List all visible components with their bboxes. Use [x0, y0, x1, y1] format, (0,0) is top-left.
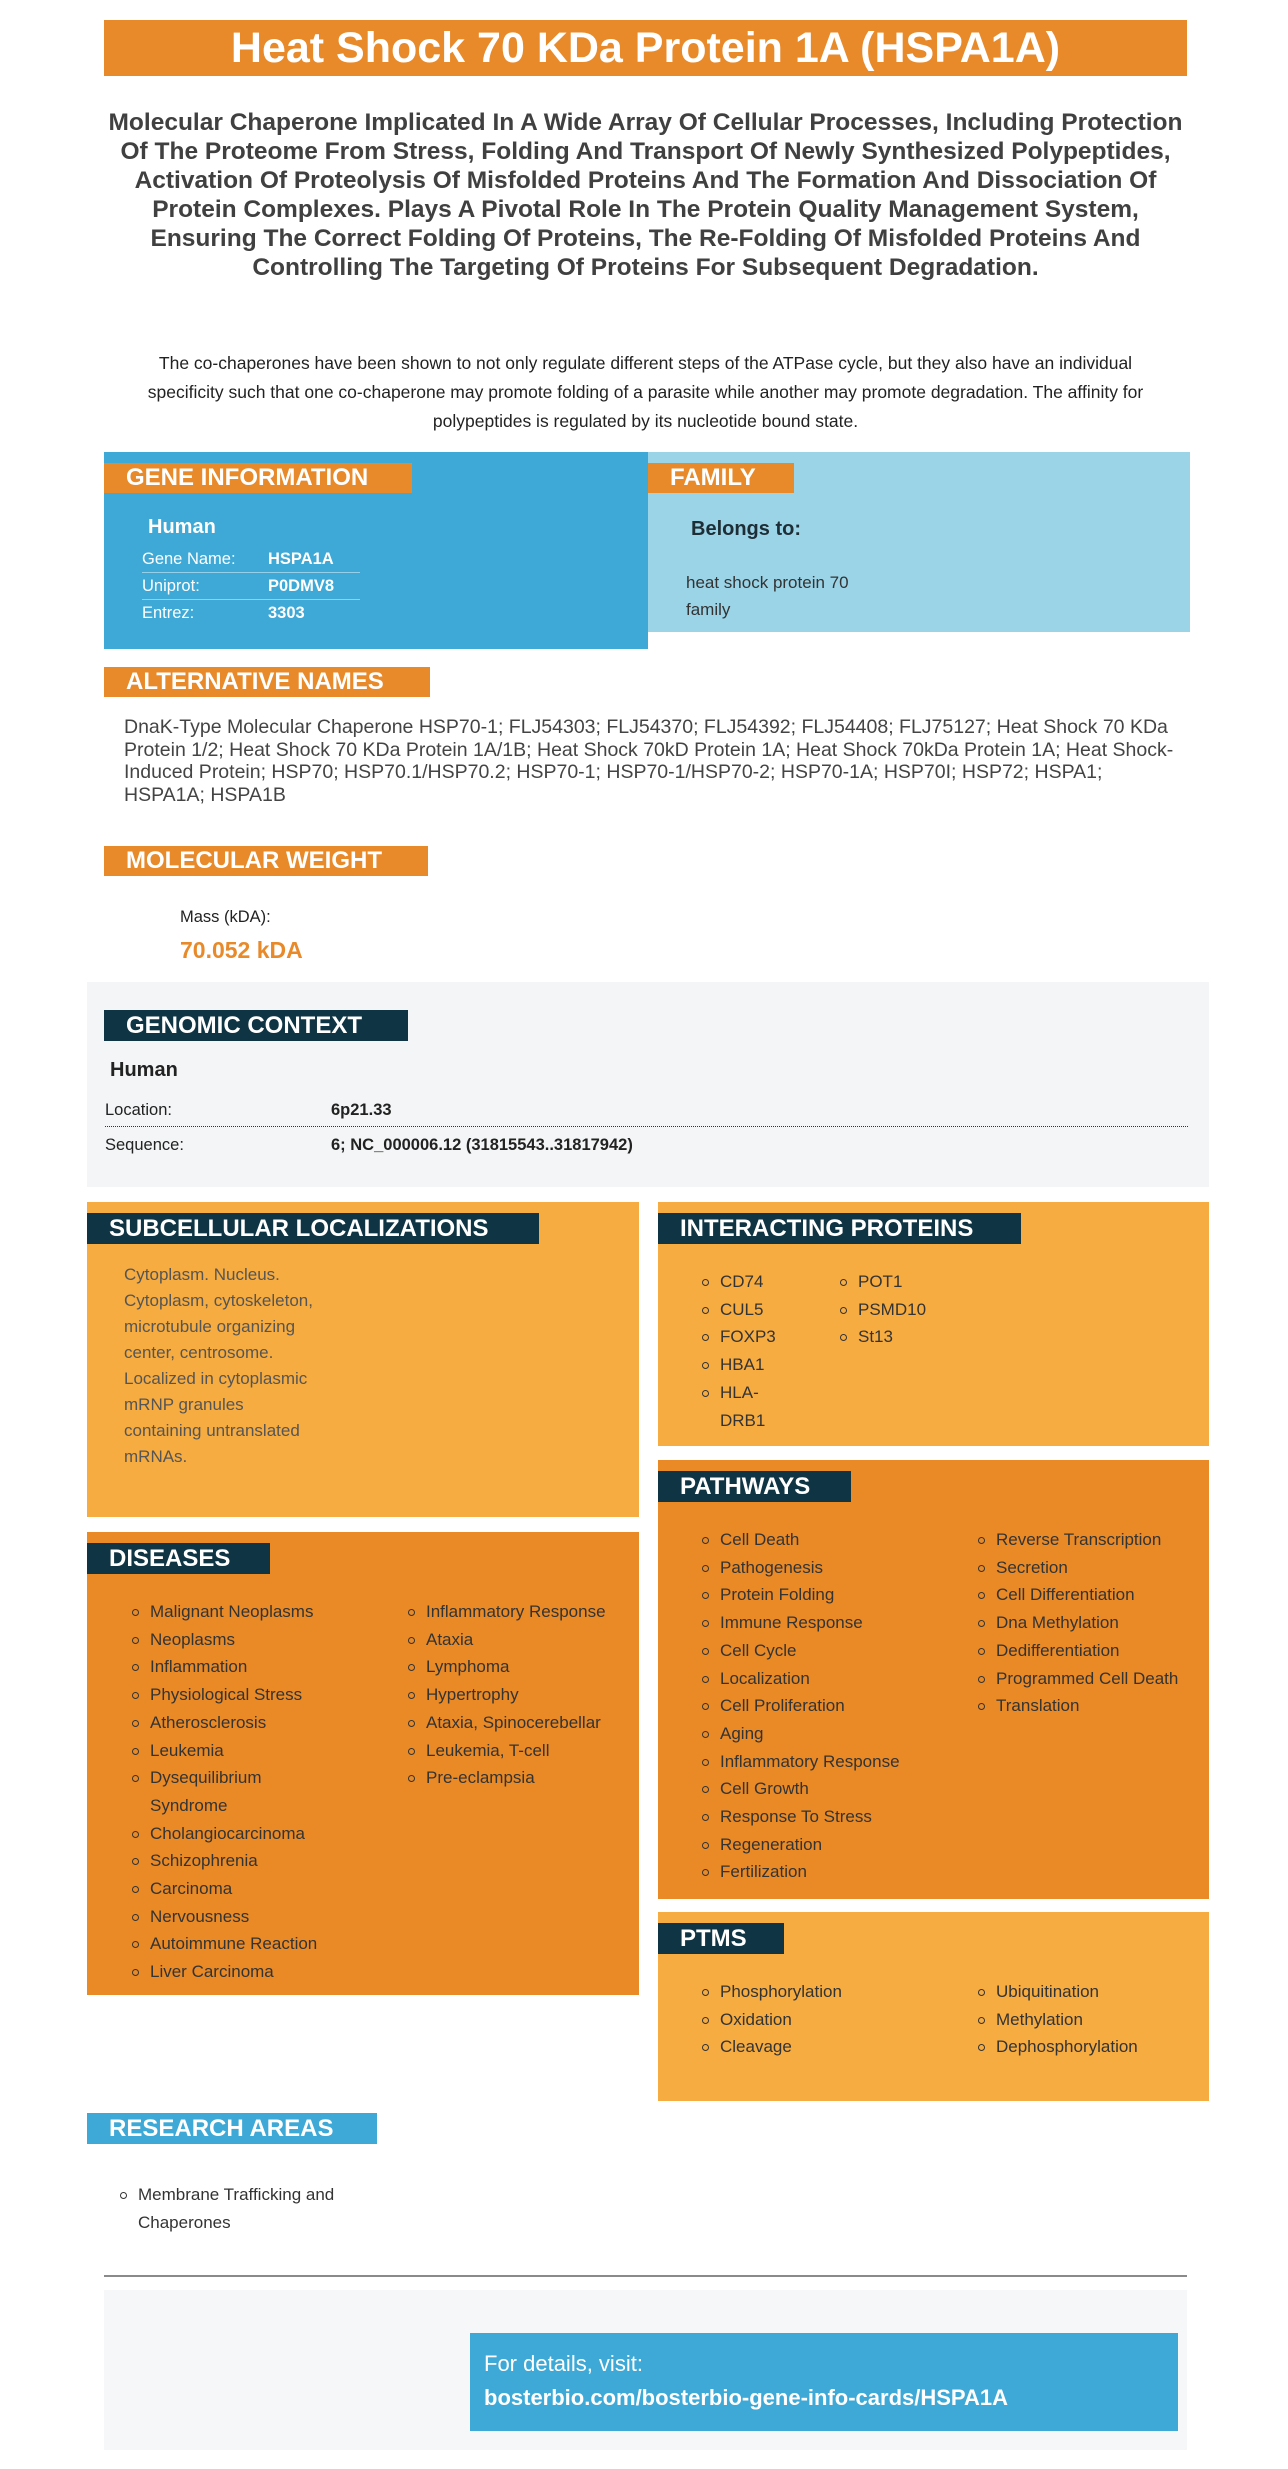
entrez-row — [142, 600, 360, 627]
details-link[interactable]: bosterbio.com/bosterbio-gene-info-cards/HSPA1A — [484, 2385, 1008, 2410]
gene-name-value: HSPA1A — [268, 550, 334, 568]
list-item: Leukemia — [130, 1737, 340, 1765]
interacting-list-col1 — [700, 1268, 820, 1434]
footer-divider — [104, 2275, 1187, 2277]
list-item: Dysequilibrium Syndrome — [130, 1764, 280, 1819]
ptms-list-col1 — [700, 1978, 950, 2061]
gene-species: Human — [148, 516, 216, 538]
list-item: Fertilization — [700, 1858, 950, 1886]
family-heading: FAMILY — [648, 463, 794, 493]
family-value — [686, 569, 849, 623]
molecular-weight-heading: MOLECULAR WEIGHT — [104, 846, 428, 876]
list-item: FOXP3 — [700, 1323, 820, 1351]
gene-name-label: Gene Name: — [142, 550, 236, 568]
list-item: Cholangiocarcinoma — [130, 1820, 340, 1848]
subcellular-line: mRNAs. — [124, 1447, 188, 1466]
list-item: Pre-eclampsia — [406, 1764, 631, 1792]
uniprot-row — [142, 573, 360, 600]
alternative-names-heading: ALTERNATIVE NAMES — [104, 667, 430, 697]
list-item: Lymphoma — [406, 1653, 631, 1681]
subcellular-line: containing untranslated — [124, 1421, 300, 1440]
interacting-list-col2 — [838, 1268, 988, 1351]
subcellular-line: mRNP granules — [124, 1395, 244, 1414]
subcellular-line: microtubule organizing — [124, 1317, 296, 1336]
mass-value: 70.052 kDA — [180, 937, 303, 963]
list-item: Hypertrophy — [406, 1681, 631, 1709]
list-item: Inflammation — [130, 1653, 340, 1681]
list-item: Pathogenesis — [700, 1554, 950, 1582]
list-item: Autoimmune Reaction — [130, 1930, 340, 1958]
ptms-panel — [658, 1912, 1209, 2101]
subcellular-line: Cytoplasm. Nucleus. — [124, 1265, 280, 1284]
research-areas-heading: RESEARCH AREAS — [87, 2113, 377, 2144]
sequence-value: 6; NC_000006.12 (31815543..31817942) — [331, 1136, 633, 1154]
list-item: Localization — [700, 1665, 950, 1693]
pathways-panel — [658, 1460, 1209, 1899]
pathways-heading: PATHWAYS — [658, 1471, 851, 1502]
subcellular-heading: SUBCELLULAR LOCALIZATIONS — [87, 1213, 539, 1244]
family-value-line: heat shock protein 70 — [686, 573, 849, 592]
genomic-species: Human — [110, 1059, 178, 1081]
genomic-context-panel — [87, 982, 1209, 1187]
list-item: Inflammatory Response — [406, 1598, 631, 1626]
list-item: Cell Cycle — [700, 1637, 950, 1665]
list-item: Methylation — [976, 2006, 1201, 2034]
list-item: Aging — [700, 1720, 950, 1748]
family-belongs-label: Belongs to: — [691, 518, 801, 540]
subcellular-text — [124, 1262, 313, 1470]
details-callout — [470, 2333, 1178, 2431]
subcellular-line: center, centrosome. — [124, 1343, 274, 1362]
research-areas-list — [118, 2181, 378, 2236]
research-area-line: Membrane Trafficking and — [138, 2185, 335, 2204]
gene-name-row — [142, 546, 360, 573]
entrez-value: 3303 — [268, 604, 305, 622]
interacting-proteins-heading: INTERACTING PROTEINS — [658, 1213, 1021, 1244]
diseases-list-col2 — [406, 1598, 631, 1792]
protein-description: The co-chaperones have been shown to not only regulate different steps of the ATPase cycle, but they also have an individual specificity such that one co-chaperone may promote folding of a parasite while another may promote degradation. The affinity for polypeptides is regulated by its nucleotide bound state. — [147, 353, 1144, 431]
list-item: Carcinoma — [130, 1875, 340, 1903]
protein-summary: Molecular Chaperone Implicated In A Wide Array Of Cellular Processes, Including Protection Of The Proteome From Stress, Folding And Transport Of Newly Synthesized Polypeptides, Activation Of Proteolysis Of Misfolded Proteins And The Formation And Dissociation Of Protein Complexes. Plays A Pivotal Role In The Protein Quality Management System, Ensuring The Correct Folding Of Proteins, The Re-Folding Of Misfolded Proteins And Controlling The Targeting Of Proteins For Subsequent Degradation. — [108, 109, 1183, 281]
list-item: Cleavage — [700, 2033, 950, 2061]
research-area-line: Chaperones — [138, 2212, 231, 2232]
list-item: Inflammatory Response — [700, 1748, 950, 1776]
list-item: Dna Methylation — [976, 1609, 1201, 1637]
entrez-label: Entrez: — [142, 604, 195, 622]
list-item: Cell Growth — [700, 1775, 950, 1803]
list-item: Response To Stress — [700, 1803, 950, 1831]
alternative-names-text: DnaK-Type Molecular Chaperone HSP70-1; FLJ54303; FLJ54370; FLJ54392; FLJ54408; FLJ75127; Heat Shock 70 KDa Protein 1/2; Heat Shock 70 KDa Protein 1A/1B; Heat Shock 70kD Protein 1A; Heat Shock 70kDa Protein 1A; Heat Shock-Induced Protein; HSP70; HSP70.1/HSP70.2; HSP70-1; HSP70-1/HSP70-2; HSP70-1A; HSP70I; HSP72; HSPA1; HSPA1A; HSPA1B — [124, 716, 1174, 806]
list-item: Dedifferentiation — [976, 1637, 1201, 1665]
uniprot-value: P0DMV8 — [268, 577, 335, 595]
list-item: Secretion — [976, 1554, 1201, 1582]
family-value-line: family — [686, 600, 731, 619]
sequence-row — [105, 1128, 1188, 1162]
subcellular-line: Localized in cytoplasmic — [124, 1369, 308, 1388]
family-panel — [648, 452, 1190, 632]
pathways-list-col1 — [700, 1526, 950, 1886]
list-item: Ubiquitination — [976, 1978, 1201, 2006]
list-item: Oxidation — [700, 2006, 950, 2034]
pathways-list-col2 — [976, 1526, 1201, 1720]
list-item: Physiological Stress — [130, 1681, 340, 1709]
list-item: Nervousness — [130, 1903, 340, 1931]
location-row — [105, 1093, 1188, 1127]
list-item: Ataxia, Spinocerebellar — [406, 1709, 631, 1737]
list-item: Leukemia, T-cell — [406, 1737, 631, 1765]
list-item: CUL5 — [700, 1296, 820, 1324]
interacting-proteins-panel — [658, 1202, 1209, 1446]
mass-label: Mass (kDA): — [180, 908, 271, 926]
list-item: Schizophrenia — [130, 1847, 340, 1875]
list-item: Cell Differentiation — [976, 1581, 1201, 1609]
list-item: HBA1 — [700, 1351, 820, 1379]
list-item: Regeneration — [700, 1831, 950, 1859]
diseases-list-col1 — [130, 1598, 340, 1986]
list-item: Malignant Neoplasms — [130, 1598, 340, 1626]
page-title: Heat Shock 70 KDa Protein 1A (HSPA1A) — [104, 20, 1187, 76]
diseases-heading: DISEASES — [87, 1543, 270, 1574]
list-item: HLA-DRB1 — [700, 1379, 782, 1434]
list-item: Ataxia — [406, 1626, 631, 1654]
list-item: St13 — [838, 1323, 988, 1351]
list-item: Reverse Transcription — [976, 1526, 1201, 1554]
list-item: Dephosphorylation — [976, 2033, 1201, 2061]
genomic-context-heading: GENOMIC CONTEXT — [104, 1010, 408, 1041]
ptms-heading: PTMS — [658, 1923, 784, 1954]
list-item: Cell Proliferation — [700, 1692, 950, 1720]
sequence-label: Sequence: — [105, 1136, 184, 1154]
diseases-panel — [87, 1532, 639, 1995]
list-item: Protein Folding — [700, 1581, 950, 1609]
gene-information-heading: GENE INFORMATION — [104, 463, 412, 493]
uniprot-label: Uniprot: — [142, 577, 200, 595]
list-item: Immune Response — [700, 1609, 950, 1637]
list-item: CD74 — [700, 1268, 820, 1296]
location-value: 6p21.33 — [331, 1101, 392, 1119]
gene-information-panel — [104, 452, 648, 649]
subcellular-panel — [87, 1202, 639, 1517]
list-item: Phosphorylation — [700, 1978, 950, 2006]
list-item — [118, 2181, 378, 2236]
list-item: POT1 — [838, 1268, 988, 1296]
location-label: Location: — [105, 1101, 172, 1119]
list-item: PSMD10 — [838, 1296, 988, 1324]
list-item: Neoplasms — [130, 1626, 340, 1654]
ptms-list-col2 — [976, 1978, 1201, 2061]
subcellular-line: Cytoplasm, cytoskeleton, — [124, 1291, 313, 1310]
visit-label: For details, visit: — [484, 2351, 643, 2376]
list-item: Liver Carcinoma — [130, 1958, 340, 1986]
list-item: Translation — [976, 1692, 1201, 1720]
list-item: Cell Death — [700, 1526, 950, 1554]
list-item: Programmed Cell Death — [976, 1665, 1201, 1693]
list-item: Atherosclerosis — [130, 1709, 340, 1737]
